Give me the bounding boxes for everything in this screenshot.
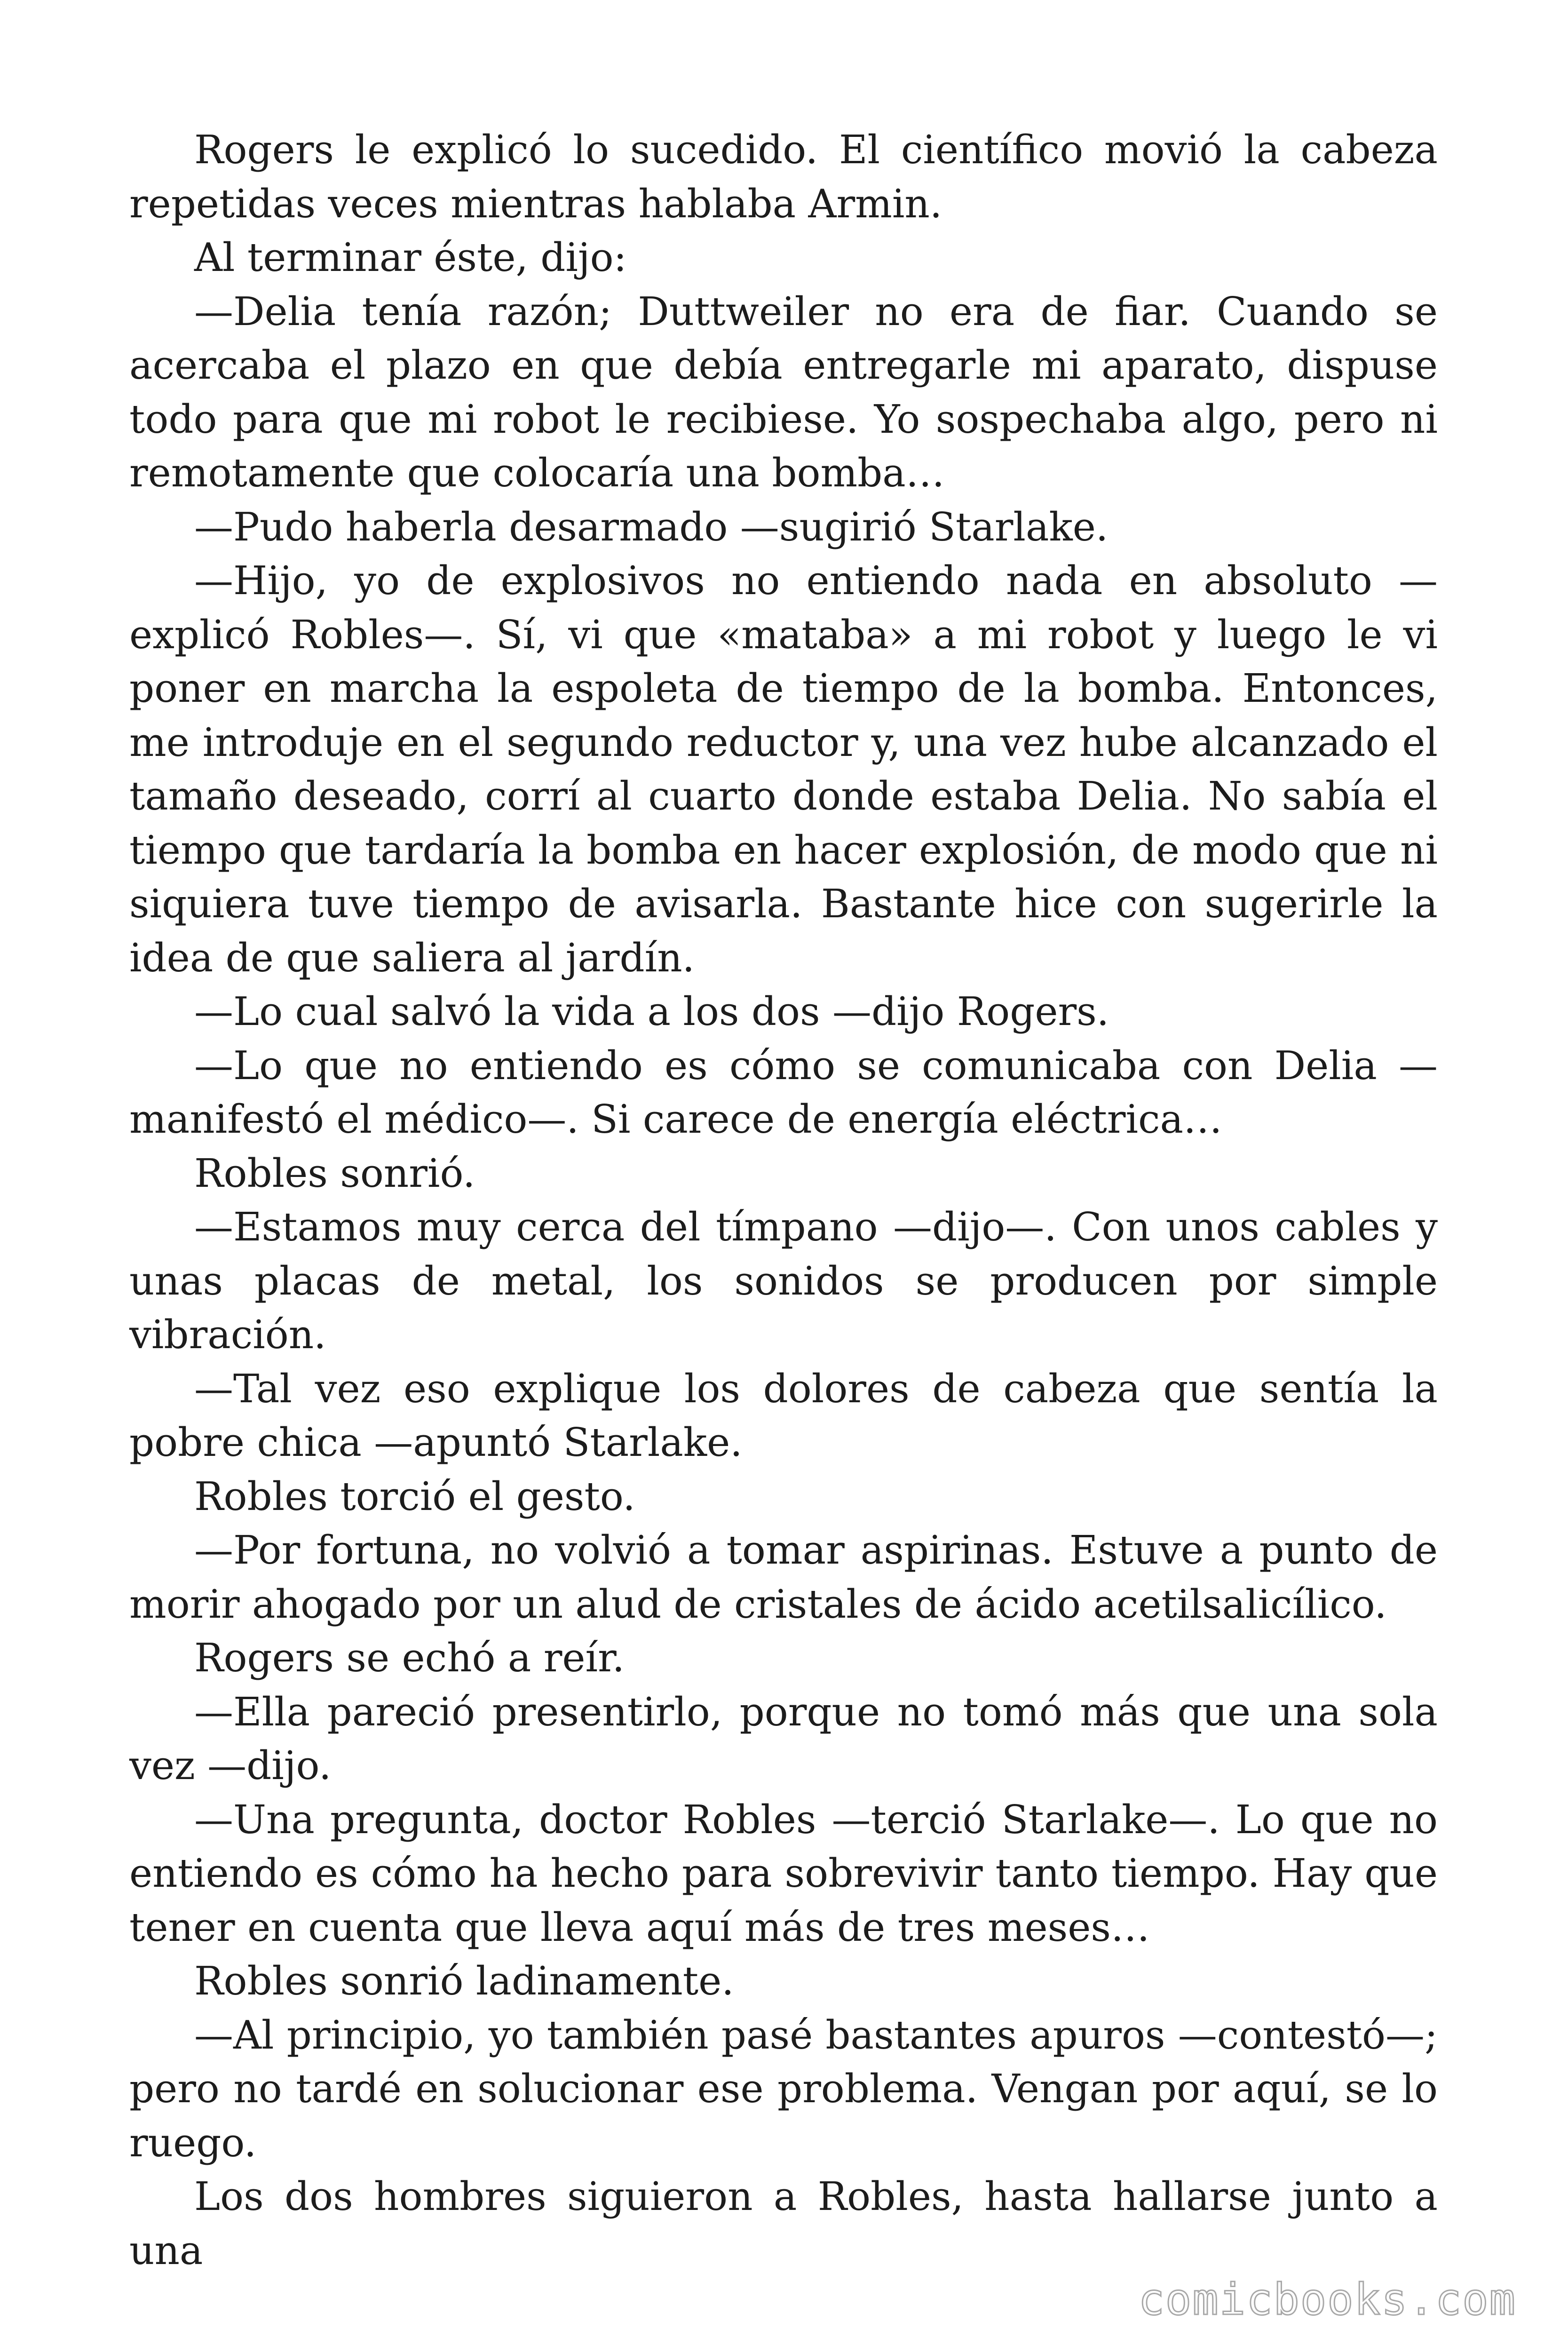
paragraph: Rogers le explicó lo sucedido. El científico movió la cabeza repetidas veces mientras hablaba Armin. bbox=[129, 127, 1438, 227]
paragraph: —Estamos muy cerca del tímpano —dijo—. Con unos cables y unas placas de metal, los sonidos se producen por simple vibración. bbox=[129, 1204, 1438, 1358]
body-text bbox=[129, 123, 1438, 2278]
paragraph: —Una pregunta, doctor Robles —terció Starlake—. Lo que no entiendo es cómo ha hecho para sobrevivir tanto tiempo. Hay que tener en cuenta que lleva aquí más de tres meses… bbox=[129, 1796, 1438, 1950]
paragraph: Rogers se echó a reír. bbox=[194, 1635, 625, 1681]
paragraph: —Lo cual salvó la vida a los dos —dijo Rogers. bbox=[194, 989, 1109, 1034]
paragraph: Robles torció el gesto. bbox=[194, 1473, 635, 1519]
paragraph: Robles sonrió. bbox=[194, 1150, 475, 1196]
paragraph: —Ella pareció presentirlo, porque no tomó más que una sola vez —dijo. bbox=[129, 1689, 1438, 1788]
paragraph: —Al principio, yo también pasé bastantes apuros —contestó—; pero no tardé en solucionar ese problema. Vengan por aquí, se lo ruego. bbox=[129, 2012, 1438, 2166]
paragraph: Al terminar éste, dijo: bbox=[194, 235, 627, 280]
watermark: comicbooks.com bbox=[1138, 2274, 1516, 2325]
paragraph: Robles sonrió ladinamente. bbox=[194, 1958, 734, 2004]
paragraph: Los dos hombres siguieron a Robles, hasta hallarse junto a una bbox=[129, 2174, 1438, 2273]
paragraph: —Pudo haberla desarmado —sugirió Starlake. bbox=[194, 504, 1109, 550]
paragraph: —Hijo, yo de explosivos no entiendo nada en absoluto —explicó Robles—. Sí, vi que «mataba» a mi robot y luego le vi poner en marcha la espoleta de tiempo de la bomba. Entonces, me introduje en el segundo reductor y, una vez hube alcanzado el tamaño deseado, corrí al cuarto donde estaba Delia. No sabía el tiempo que tardaría la bomba en hacer explosión, de modo que ni siquiera tuve tiempo de avisarla. Bastante hice con sugerirle la idea de que saliera al jardín. bbox=[129, 558, 1438, 981]
paragraph: —Delia tenía razón; Duttweiler no era de fiar. Cuando se acercaba el plazo en que debía entregarle mi aparato, dispuse todo para que mi robot le recibiese. Yo sospechaba algo, pero ni remotamente que colocaría una bomba… bbox=[129, 288, 1438, 496]
paragraph: —Lo que no entiendo es cómo se comunicaba con Delia — manifestó el médico—. Si carece de energía eléctrica… bbox=[129, 1042, 1438, 1142]
paragraph: —Tal vez eso explique los dolores de cabeza que sentía la pobre chica —apuntó Starlake. bbox=[129, 1366, 1438, 1465]
paragraph: —Por fortuna, no volvió a tomar aspirinas. Estuve a punto de morir ahogado por un alud de cristales de ácido acetilsalicílico. bbox=[129, 1527, 1438, 1627]
